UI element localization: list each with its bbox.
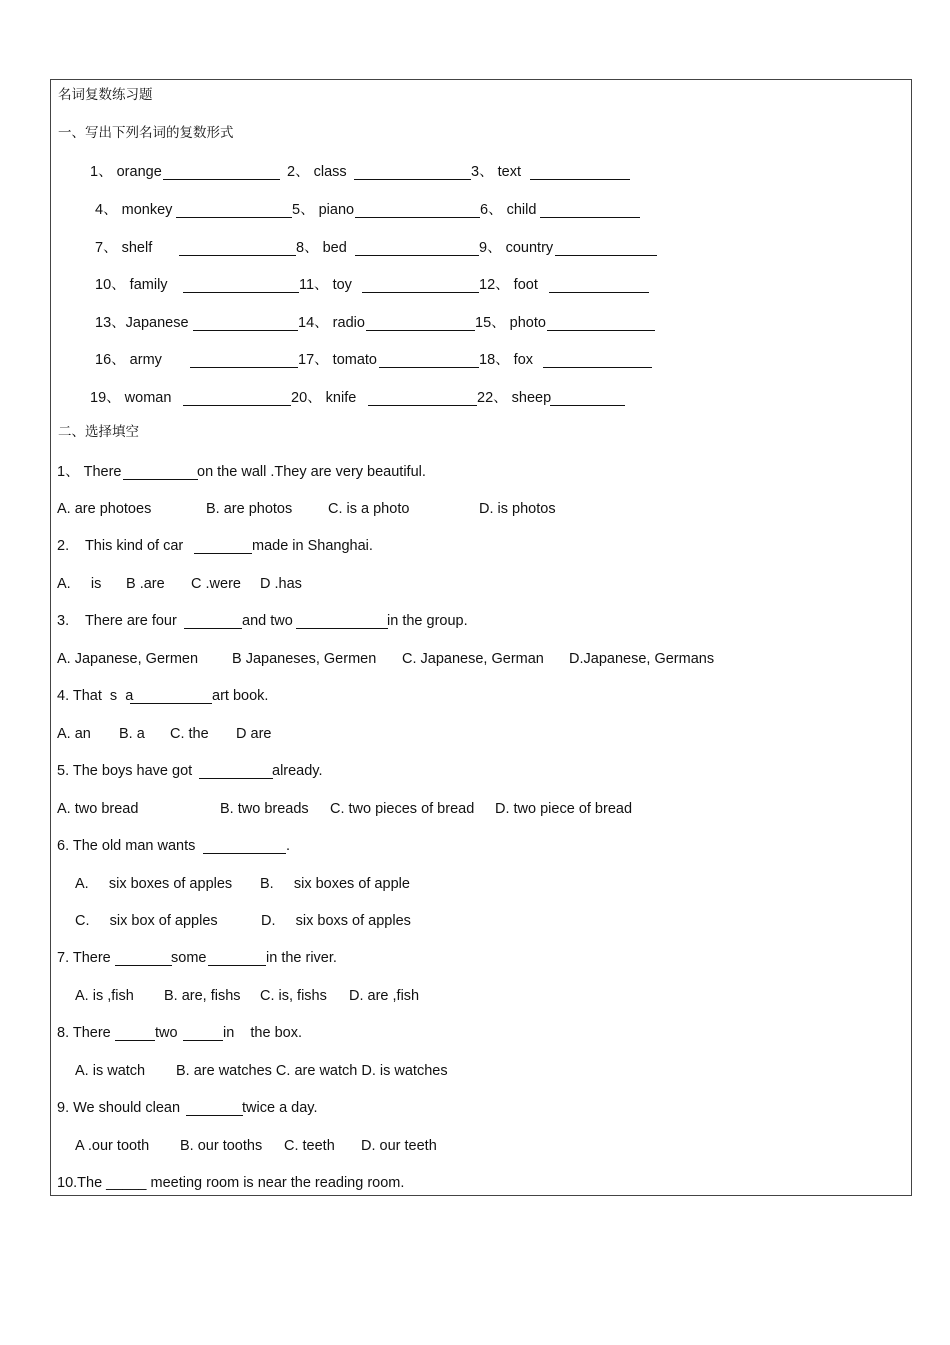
list-item: 20、 knife [291, 390, 357, 406]
answer-blank[interactable] [186, 1101, 243, 1116]
option[interactable]: D .has [260, 576, 302, 592]
answer-blank[interactable] [194, 539, 252, 554]
option[interactable]: A. six boxes of apples [75, 876, 233, 892]
list-item: 8、 bed [296, 240, 347, 256]
answer-blank[interactable] [193, 316, 298, 331]
answer-blank[interactable] [296, 614, 388, 629]
answer-blank[interactable] [190, 353, 298, 368]
option[interactable]: A. are photoes [57, 501, 152, 517]
question-text: 1、 There [57, 464, 122, 480]
option[interactable]: B. our tooths [180, 1138, 263, 1154]
question-text: art book. [212, 688, 269, 704]
answer-blank[interactable] [184, 614, 242, 629]
question-text: in the group. [387, 613, 468, 629]
question-text: two [155, 1025, 178, 1041]
answer-blank[interactable] [203, 839, 286, 854]
answer-blank[interactable] [115, 1026, 155, 1041]
answer-blank[interactable] [530, 165, 630, 180]
list-item: 10、 family [95, 277, 168, 293]
question-text: 6. The old man wants [57, 838, 196, 854]
question-text: 9. We should clean [57, 1100, 181, 1116]
list-item: 9、 country [479, 240, 554, 256]
answer-blank[interactable] [199, 764, 273, 779]
answer-blank[interactable] [115, 951, 172, 966]
list-item: 3、 text [471, 164, 521, 180]
list-item: 4、 monkey [95, 202, 173, 218]
option[interactable]: C. Japanese, German [402, 651, 544, 667]
answer-blank[interactable] [183, 391, 291, 406]
question-text: 10.The _____ meeting room is near the reading room. [57, 1175, 405, 1191]
question-text: 7. There [57, 950, 111, 966]
answer-blank[interactable] [130, 689, 212, 704]
answer-blank[interactable] [543, 353, 652, 368]
answer-blank[interactable] [183, 1026, 223, 1041]
option[interactable]: D. two piece of bread [495, 801, 633, 817]
question-text: already. [272, 763, 323, 779]
option[interactable]: B .are [126, 576, 165, 592]
option[interactable]: D are [236, 726, 272, 742]
option[interactable]: A. is ,fish [75, 988, 134, 1004]
question-text: in the river. [266, 950, 337, 966]
question-text: 4. That s a [57, 688, 134, 704]
option[interactable]: A. Japanese, Germen [57, 651, 199, 667]
list-item: 16、 army [95, 352, 162, 368]
option[interactable]: B. are watches C. are watch D. is watches [176, 1063, 448, 1079]
list-item: 19、 woman [90, 390, 172, 406]
answer-blank[interactable] [354, 165, 471, 180]
option[interactable]: D.Japanese, Germans [569, 651, 715, 667]
list-item: 13、Japanese [95, 315, 189, 331]
option[interactable]: B Japaneses, Germen [232, 651, 377, 667]
option[interactable]: B. two breads [220, 801, 309, 817]
question-text: 5. The boys have got [57, 763, 193, 779]
question-text: 2. This kind of car [57, 538, 184, 554]
question-text: twice a day. [242, 1100, 318, 1116]
answer-blank[interactable] [379, 353, 479, 368]
option[interactable]: C. two pieces of bread [330, 801, 475, 817]
question-text: on the wall .They are very beautiful. [197, 464, 426, 480]
list-item: 12、 foot [479, 277, 538, 293]
question-text: in the box. [223, 1025, 302, 1041]
question-text: 8. There [57, 1025, 111, 1041]
answer-blank[interactable] [547, 316, 655, 331]
option[interactable]: B. six boxes of apple [260, 876, 410, 892]
list-item: 7、 shelf [95, 240, 153, 256]
answer-blank[interactable] [208, 951, 266, 966]
list-item: 1、 orange [90, 164, 162, 180]
option[interactable]: A .our tooth [75, 1138, 150, 1154]
answer-blank[interactable] [549, 278, 649, 293]
list-item: 6、 child [480, 202, 537, 218]
answer-blank[interactable] [163, 165, 280, 180]
option[interactable]: D. six boxs of apples [261, 913, 411, 929]
option[interactable]: A. two bread [57, 801, 139, 817]
answer-blank[interactable] [368, 391, 477, 406]
answer-blank[interactable] [540, 203, 640, 218]
option[interactable]: A. an [57, 726, 91, 742]
option[interactable]: D. is photos [479, 501, 556, 517]
answer-blank[interactable] [355, 203, 480, 218]
answer-blank[interactable] [362, 278, 479, 293]
question-text: some [171, 950, 207, 966]
section1-heading: 一、写出下列名词的复数形式 [58, 125, 234, 141]
list-item: 5、 piano [292, 202, 355, 218]
section2-heading: 二、选择填空 [58, 424, 139, 440]
option[interactable]: B. are photos [206, 501, 293, 517]
option[interactable]: B. a [119, 726, 145, 742]
list-item: 14、 radio [298, 315, 365, 331]
question-text: made in Shanghai. [252, 538, 373, 554]
answer-blank[interactable] [183, 278, 299, 293]
option[interactable]: C. teeth [284, 1138, 335, 1154]
question-text: 3. There are four [57, 613, 177, 629]
answer-blank[interactable] [176, 203, 292, 218]
answer-blank[interactable] [555, 241, 657, 256]
option[interactable]: A. is [57, 576, 102, 592]
list-item: 2、 class [287, 164, 347, 180]
option[interactable]: C. is, fishs [260, 988, 327, 1004]
list-item: 22、 sheep [477, 390, 552, 406]
option[interactable]: D. are ,fish [349, 988, 420, 1004]
option[interactable]: C. the [170, 726, 209, 742]
option[interactable]: B. are, fishs [164, 988, 241, 1004]
option[interactable]: A. is watch [75, 1063, 146, 1079]
option[interactable]: C .were [191, 576, 241, 592]
question-text: and two [242, 613, 293, 629]
question-text: . [286, 838, 291, 854]
list-item: 18、 fox [479, 352, 534, 368]
answer-blank[interactable] [366, 316, 475, 331]
answer-blank[interactable] [179, 241, 296, 256]
option[interactable]: C. six box of apples [75, 913, 218, 929]
option[interactable]: D. our teeth [361, 1138, 437, 1154]
worksheet-title: 名词复数练习题 [58, 87, 153, 103]
list-item: 17、 tomato [298, 352, 378, 368]
list-item: 11、 toy [299, 277, 352, 293]
answer-blank[interactable] [550, 391, 625, 406]
answer-blank[interactable] [123, 465, 198, 480]
option[interactable]: C. is a photo [328, 501, 410, 517]
list-item: 15、 photo [475, 315, 546, 331]
answer-blank[interactable] [355, 241, 479, 256]
